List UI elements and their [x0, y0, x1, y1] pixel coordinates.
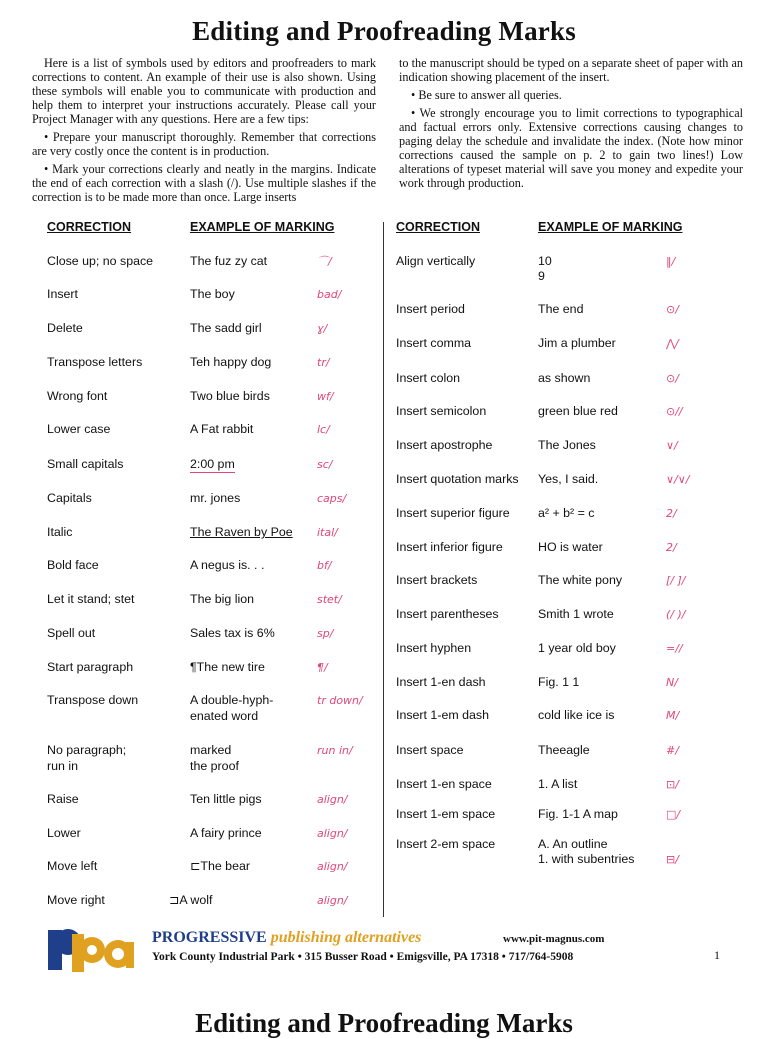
correction-label: Insert period — [396, 302, 465, 316]
marking-example: as shown — [538, 371, 591, 385]
proof-mark: ɣ/ — [317, 322, 328, 335]
proof-mark: □/ — [666, 808, 681, 821]
marking-example: Ten little pigs — [190, 792, 262, 806]
marking-example: ⊏The bear — [190, 859, 250, 873]
correction-label: Italic — [47, 525, 73, 539]
intro-paragraph: • We strongly encourage you to limit corrections to typographical and factual errors only. Extensive corrections causing changes to paging delay the schedule and invalidate the index. (Note how minor corrections caused the sample on p. 2 to gain two lines!) Low alterations of typeset material will save you money and expedite your work through production. — [399, 106, 743, 190]
marking-example-line2: the proof — [190, 759, 239, 773]
proof-mark: bf/ — [317, 559, 332, 572]
correction-label: Insert — [47, 287, 78, 301]
marking-example: A double-hyph- — [190, 693, 274, 707]
marking-example: The sadd girl — [190, 321, 262, 335]
correction-label: Wrong font — [47, 389, 108, 403]
left-correction-header: CORRECTION — [47, 220, 132, 234]
proof-mark: align/ — [317, 860, 348, 873]
right-example-header: EXAMPLE OF MARKING — [538, 220, 683, 234]
proof-mark: run in/ — [317, 744, 353, 757]
marking-example: The Jones — [538, 438, 596, 452]
correction-label: Insert comma — [396, 336, 472, 350]
proof-mark: ⊡/ — [666, 778, 679, 791]
marking-example: 10 — [538, 254, 552, 268]
correction-label: Lower — [47, 826, 81, 840]
correction-label: Insert inferior figure — [396, 540, 503, 554]
marking-example: A fairy prince — [190, 826, 262, 840]
correction-label: Transpose down — [47, 693, 139, 707]
marking-example: Yes, I said. — [538, 472, 599, 486]
next-page-title: Editing and Proofreading Marks — [195, 1008, 573, 1038]
proof-mark: lc/ — [317, 423, 330, 436]
marking-example: Teh happy dog — [190, 355, 272, 369]
correction-label: Start paragraph — [47, 660, 134, 674]
correction-label: Insert brackets — [396, 573, 478, 587]
ppa-logo — [46, 924, 138, 972]
company-name — [152, 929, 421, 947]
marking-example-line2: 1. with subentries — [538, 852, 635, 866]
marking-example: Fig. 1-1 A map — [538, 807, 618, 821]
proof-mark: stet/ — [317, 593, 342, 606]
correction-label: Move left — [47, 859, 98, 873]
marking-example: Theeagle — [538, 743, 590, 757]
column-divider — [383, 222, 384, 917]
correction-label: Delete — [47, 321, 83, 335]
left-example-header: EXAMPLE OF MARKING — [190, 220, 335, 234]
proof-mark: align/ — [317, 793, 348, 806]
marking-example: cold like ice is — [538, 708, 615, 722]
marking-example: The fuz zy cat — [190, 254, 268, 268]
marking-example: HO is water — [538, 540, 603, 554]
proof-mark: tr down/ — [317, 694, 363, 707]
page-title: Editing and Proofreading Marks — [192, 16, 576, 46]
proof-mark: ital/ — [317, 526, 338, 539]
correction-label: Capitals — [47, 491, 92, 505]
marking-example: A. An outline — [538, 837, 608, 851]
correction-label: Let it stand; stet — [47, 592, 135, 606]
proof-mark: ⋀/ — [666, 337, 679, 350]
proof-mark: ⊟/ — [666, 853, 679, 866]
proof-mark: #/ — [666, 744, 679, 757]
marking-example: green blue red — [538, 404, 618, 418]
correction-label: Insert hyphen — [396, 641, 472, 655]
intro-left-column — [32, 56, 376, 208]
marking-example: Smith 1 wrote — [538, 607, 614, 621]
proof-mark: ⊙// — [666, 405, 683, 418]
correction-label: Raise — [47, 792, 79, 806]
proof-mark: ⊙/ — [666, 303, 679, 316]
correction-label: Align vertically — [396, 254, 476, 268]
proof-mark: 2/ — [666, 507, 677, 520]
marking-example: The white pony — [538, 573, 623, 587]
proof-mark: N/ — [666, 676, 678, 689]
correction-label: Insert 1-en dash — [396, 675, 486, 689]
right-correction-header: CORRECTION — [396, 220, 481, 234]
proof-mark: ⌒/ — [317, 255, 332, 268]
marking-example: The boy — [190, 287, 235, 301]
correction-label: Insert space — [396, 743, 464, 757]
proof-mark: wf/ — [317, 390, 334, 403]
correction-label: Insert 2-em space — [396, 837, 496, 851]
proof-mark: align/ — [317, 827, 348, 840]
marking-example: Two blue birds — [190, 389, 270, 403]
proof-mark: 2/ — [666, 541, 677, 554]
proof-mark: ∨/ — [666, 439, 678, 452]
marking-example-line2: 9 — [538, 269, 545, 283]
marking-example: A negus is. . . — [190, 558, 265, 572]
marking-example: ¶The new tire — [190, 660, 265, 674]
proof-mark: [/ ]/ — [666, 574, 686, 587]
intro-paragraph: to the manuscript should be typed on a separate sheet of paper with an indication showing placement of the insert. — [399, 56, 743, 84]
correction-label: Insert semicolon — [396, 404, 487, 418]
correction-label: Small capitals — [47, 457, 124, 471]
company-name-text: PROGRESSIVE — [152, 929, 267, 946]
proof-mark: =// — [666, 642, 683, 655]
correction-label: Insert colon — [396, 371, 461, 385]
correction-label: Bold face — [47, 558, 99, 572]
marking-example: Jim a plumber — [538, 336, 616, 350]
proof-mark: ∨/∨/ — [666, 473, 690, 486]
marking-example: 2:00 pm — [190, 457, 235, 471]
marking-example: Sales tax is 6% — [190, 626, 275, 640]
marking-example: ⊐A wolf — [169, 893, 213, 907]
correction-label: Insert apostrophe — [396, 438, 493, 452]
correction-label: Close up; no space — [47, 254, 154, 268]
company-address: York County Industrial Park • 315 Busser Road • Emigsville, PA 17318 • 717/764-5908 — [152, 951, 574, 963]
correction-label: Move right — [47, 893, 105, 907]
marking-example: mr. jones — [190, 491, 241, 505]
correction-label: Lower case — [47, 422, 111, 436]
correction-label: Spell out — [47, 626, 96, 640]
proof-mark: caps/ — [317, 492, 347, 505]
correction-label: Insert superior figure — [396, 506, 510, 520]
proof-mark: tr/ — [317, 356, 330, 369]
marking-example: 1 year old boy — [538, 641, 616, 655]
proof-mark: (/ )/ — [666, 608, 686, 621]
proof-mark: bad/ — [317, 288, 342, 301]
intro-paragraph: Here is a list of symbols used by editors and proofreaders to mark corrections to content. An example of their use is also shown. Using these symbols will enable you to communicate with production and help them to interpret your instructions accurately. Please call your Project Manager with any questions. Here are a few tips: — [32, 56, 376, 126]
company-tagline: publishing alternatives — [270, 929, 422, 946]
proof-mark: M/ — [666, 709, 680, 722]
intro-right-column — [399, 56, 743, 194]
marking-example: a² + b² = c — [538, 506, 595, 520]
marking-example: marked — [190, 743, 232, 757]
correction-label: Insert 1-en space — [396, 777, 492, 791]
marking-example: Fig. 1 1 — [538, 675, 580, 689]
marking-example: The end — [538, 302, 584, 316]
marking-example-line2: enated word — [190, 709, 259, 723]
correction-label: No paragraph; — [47, 743, 127, 757]
intro-paragraph: • Be sure to answer all queries. — [411, 88, 562, 102]
intro-paragraph: • Mark your corrections clearly and neatly in the margins. Indicate the end of each correction with a slash (/). Use multiple slashes if the correction is to be made more than once. Large inserts — [32, 162, 376, 204]
correction-label: Insert quotation marks — [396, 472, 519, 486]
proof-mark: align/ — [317, 894, 348, 907]
page-number: 1 — [714, 948, 720, 962]
marking-example: The big lion — [190, 592, 255, 606]
proof-mark: ⊙/ — [666, 372, 679, 385]
proof-mark: sp/ — [317, 627, 334, 640]
proof-mark: ‖/ — [666, 255, 676, 268]
marking-example: A Fat rabbit — [190, 422, 254, 436]
correction-label-line2: run in — [47, 759, 78, 773]
intro-paragraph: • Prepare your manuscript thoroughly. Remember that corrections are very costly once the content is in production. — [32, 130, 376, 158]
company-website[interactable]: www.pit-magnus.com — [503, 933, 605, 945]
proof-mark: sc/ — [317, 458, 333, 471]
correction-label: Insert 1-em dash — [396, 708, 489, 722]
correction-label: Insert parentheses — [396, 607, 499, 621]
marking-example: 1. A list — [538, 777, 578, 791]
proof-mark: ¶/ — [317, 661, 328, 674]
correction-label: Transpose letters — [47, 355, 143, 369]
marking-example: The Raven by Poe — [190, 525, 293, 539]
correction-label: Insert 1-em space — [396, 807, 496, 821]
